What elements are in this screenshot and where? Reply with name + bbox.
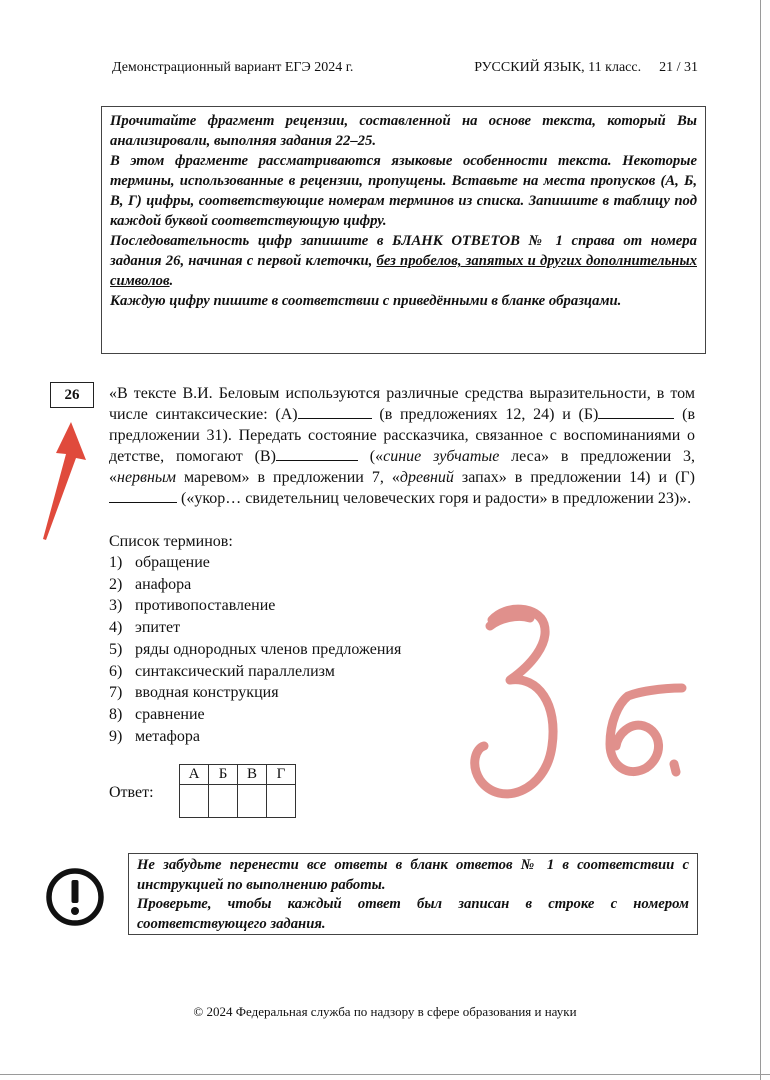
page-border-bottom (0, 1074, 770, 1075)
italic-example-3: древний (399, 469, 454, 486)
footer-copyright: © 2024 Федеральная служба по надзору в сфере образования и науки (193, 1004, 577, 1019)
blank-b (598, 404, 674, 419)
list-item (109, 617, 401, 639)
answer-cell-v[interactable] (238, 785, 267, 818)
italic-example-2: нервным (117, 469, 176, 486)
instructions-p3-start: Последовательность цифр запишите в БЛАНК ОТВЕТОВ № 1 справа от номера задания 26, начиная с первой клеточки, (110, 233, 697, 269)
blank-a (298, 404, 372, 419)
page-number: 21 / 31 (659, 60, 698, 75)
term-number: 8) (109, 705, 123, 723)
instructions-p1: Прочитайте фрагмент рецензии, составленной на основе текста, который Вы анализировали, выполняя задания 22–25. (110, 113, 697, 149)
answer-letter-a: А (180, 765, 209, 785)
term-text: эпитет (135, 619, 181, 637)
instructions-p2: В этом фрагменте рассматриваются языковые особенности текста. Некоторые термины, использованные в рецензии, пропущены. Вставьте на места пропусков (А, Б, В, Г) цифры, соответствующие номерам терминов из списка. Запишите в таблицу под каждой буквой соответствующую цифру. (110, 153, 697, 229)
term-text: метафора (135, 727, 200, 745)
term-number: 4) (109, 619, 123, 637)
list-item (109, 726, 401, 748)
warning-p2: Проверьте, чтобы каждый ответ был записан в строке с номером соответствующего задания. (137, 896, 689, 932)
answer-letter-v: В (238, 765, 267, 785)
warning-box (128, 853, 698, 935)
task-text-h: («укор… свидетельниц человеческих горя и радости» в предложении 23)». (177, 490, 692, 507)
answer-cell-g[interactable] (267, 785, 296, 818)
answer-cell-a[interactable] (180, 785, 209, 818)
instructions-p3-end: . (169, 273, 174, 289)
red-arrow-annotation (36, 420, 96, 544)
task-text (109, 383, 695, 509)
task-text-a: «В тексте В.И. Беловым используются различные средства выразительности, в том числе синтаксические: (А) (109, 385, 695, 423)
warning-p1: Не забудьте перенести все ответы в бланк ответов № 1 в соответствии с инструкцией по выполнению работы. (137, 857, 689, 893)
handwritten-grade (460, 596, 710, 816)
terms-title: Список терминов: (109, 533, 233, 550)
list-item (109, 574, 401, 596)
list-item (109, 595, 401, 617)
italic-example-1: синие зубчатые (383, 448, 500, 465)
term-number: 9) (109, 727, 123, 745)
answer-cell-b[interactable] (209, 785, 238, 818)
answer-letter-b: Б (209, 765, 238, 785)
list-item (109, 704, 401, 726)
term-number: 1) (109, 554, 123, 571)
term-number: 2) (109, 575, 123, 593)
answer-label: Ответ: (109, 784, 154, 801)
list-item (109, 639, 401, 661)
instructions-p3 (110, 231, 697, 291)
blank-d (109, 488, 177, 503)
instructions-p4: Каждую цифру пишите в соответствии с приведёнными в бланке образцами. (110, 293, 622, 309)
blank-c (276, 446, 358, 461)
header-right (474, 60, 698, 76)
task-text-g: запах» в предложении 14) и (Г) (453, 469, 695, 486)
list-item (109, 552, 401, 574)
list-item (109, 682, 401, 704)
task-text-b: (в предложениях 12, 24) и (Б) (371, 406, 599, 423)
task-text-d: (« (357, 448, 384, 465)
subject-label: РУССКИЙ ЯЗЫК, 11 класс. (474, 60, 642, 75)
task-number: 26 (50, 382, 94, 408)
instructions-box (101, 106, 706, 354)
task-text-c: (в предложении 31). Передать состояние рассказчика, связанное с воспоминаниями о детстве, помогают (В) (109, 406, 695, 465)
term-text: синтаксический параллелизм (135, 662, 335, 680)
term-number: 3) (109, 597, 123, 615)
term-text: вводная конструкция (135, 684, 279, 702)
term-text: обращение (135, 554, 210, 571)
page-border-right (760, 0, 761, 1080)
term-text: противопоставление (135, 597, 276, 615)
terms-list (109, 552, 401, 747)
term-number: 6) (109, 662, 123, 680)
task-text-f: маревом» в предложении 7, « (175, 469, 400, 486)
answer-letter-g: Г (267, 765, 296, 785)
term-number: 5) (109, 640, 123, 658)
term-text: сравнение (135, 705, 205, 723)
term-number: 7) (109, 684, 123, 702)
instructions-p3-underlined: без пробелов, запятых и других дополнительных символов (110, 253, 697, 289)
list-item (109, 661, 401, 683)
task-text-e: леса» в предложении 3, « (109, 448, 695, 486)
term-text: анафора (135, 575, 192, 593)
exclamation-circle-icon (44, 866, 106, 928)
term-text: ряды однородных членов предложения (135, 640, 402, 658)
answer-table (179, 764, 296, 818)
exam-title: Демонстрационный вариант ЕГЭ 2024 г. (112, 60, 354, 75)
